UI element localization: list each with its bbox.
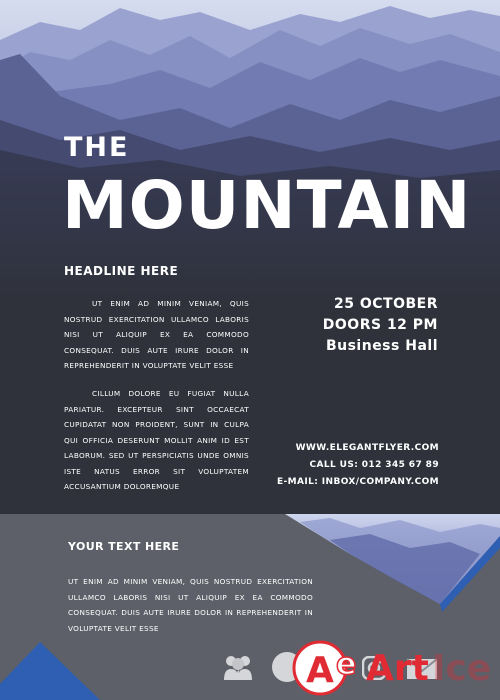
body-paragraph-1: UT ENIM AD MINIM VENIAM, QUIS NOSTRUD EXERCITATION ULLAMCO LABORIS NISI UT ALIQUIP EX EA COMMODO CONSEQUAT. DUIS AUTE IRURE DOLOR IN REPREHENDERIT IN VOLUPTATE VELIT ESSE xyxy=(64,299,249,370)
svg-text:Art: Art xyxy=(366,648,429,689)
event-date: 25 OCTOBER xyxy=(334,296,438,312)
title-mountain: MOUNTAIN xyxy=(62,167,472,244)
title-the: THE xyxy=(64,132,130,163)
contact-info xyxy=(277,440,439,491)
svg-text:e: e xyxy=(336,647,357,682)
event-details xyxy=(323,294,438,357)
headline: HEADLINE HERE xyxy=(64,264,179,278)
event-doors: DOORS 12 PM xyxy=(322,317,438,333)
bottom-heading: YOUR TEXT HERE xyxy=(68,540,180,553)
contact-phone: CALL US: 012 345 67 89 xyxy=(309,460,439,470)
bottom-text: UT ENIM AD MINIM VENIAM, QUIS NOSTRUD EXERCITATION ULLAMCO LABORIS NISI UT ALIQUIP EX EA COMMODO CONSEQUAT. DUIS AUTE IRURE DOLOR IN REPREHENDERIT IN VOLUPTATE VELIT ESSE xyxy=(68,577,313,633)
body-paragraph-2: CILLUM DOLORE EU FUGIAT NULLA PARIATUR. EXCEPTEUR SINT OCCAECAT CUPIDATAT NON PROIDENT, SUNT IN CULPA QUI OFFICIA DESERUNT MOLLIT ANIM ID EST LABORUM. SED UT PERSPICIATIS UNDE OMNIS ISTE NATUS ERROR SIT VOLUPTATEM ACCUSANTIUM DOLOREMQUE xyxy=(64,389,249,491)
watermark-logo xyxy=(292,632,500,700)
contact-website[interactable]: WWW.ELEGANTFLYER.COM xyxy=(295,443,439,453)
people-icon[interactable] xyxy=(222,654,254,680)
contact-email[interactable]: E-MAIL: INBOX/COMPANY.COM xyxy=(276,477,439,487)
svg-text:Ice: Ice xyxy=(432,648,492,689)
event-venue: Business Hall xyxy=(325,338,438,354)
svg-text:A: A xyxy=(306,650,334,691)
